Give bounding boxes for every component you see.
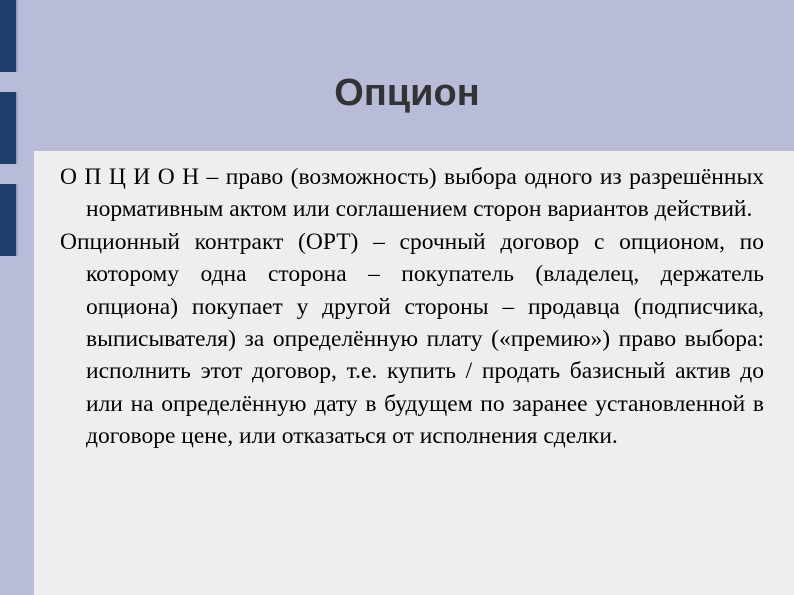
paragraph-option-definition: О П Ц И О Н – право (возможность) выбора одного из разрешённых нормативным актом или соглашением сторон вариантов действий. [60,164,764,223]
slide-title: Опцион [334,72,480,114]
accent-bar-top [0,0,18,72]
accent-bar-bottom [0,184,18,256]
content-panel [34,151,794,595]
paragraph-option-contract: Опционный контракт (ОРТ) – срочный договор с опционом, по которому одна сторона – покупатель (владелец, держатель опциона) покупает у другой стороны – продавца (подписчика, выписывателя) за определённую плату («премию») право выбора: исполнить этот договор, т.е. купить / продать базисный актив до или на определённую дату в будущем по заранее установленной в договоре цене, или отказаться от исполнения сделки. [60,228,764,450]
slide-body [60,161,764,453]
